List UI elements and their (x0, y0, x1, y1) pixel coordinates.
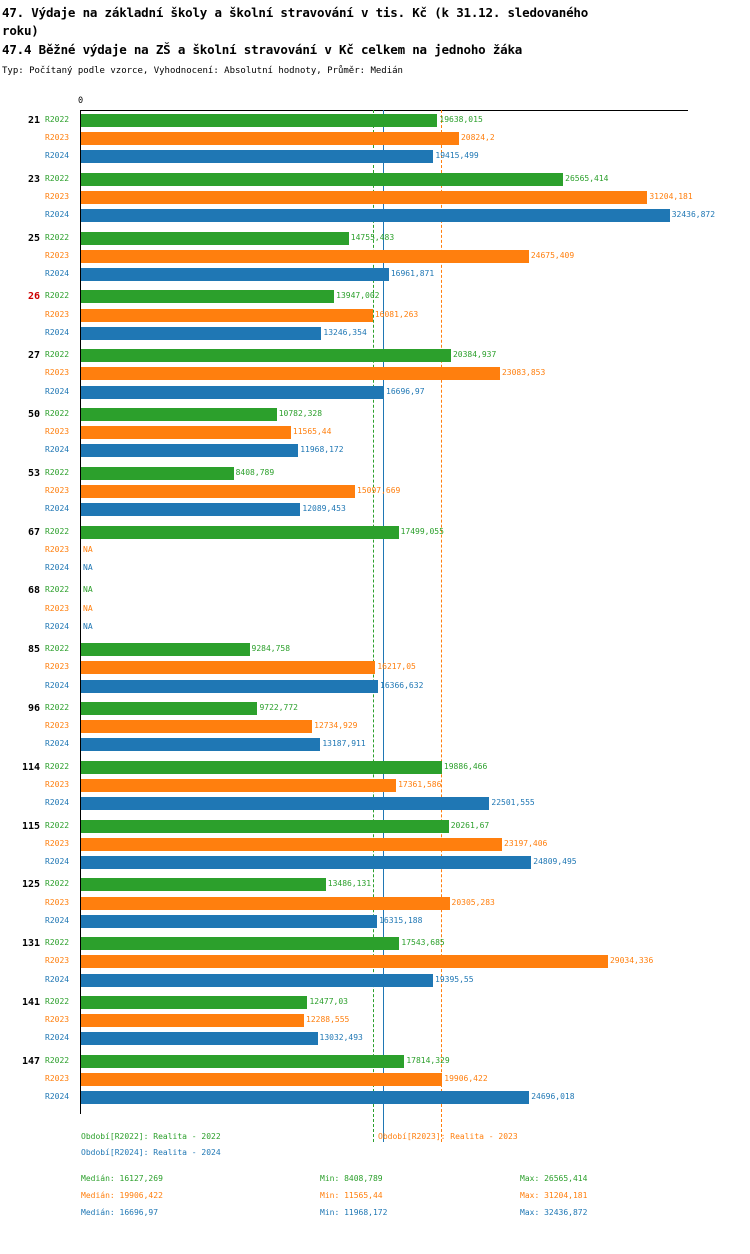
bar-value-label: 13486,131 (327, 879, 372, 889)
bar-value-label: 24809,495 (533, 857, 577, 866)
series-label: R2022 (45, 761, 70, 771)
bar[interactable] (81, 1014, 304, 1027)
category-label: 114 (21, 761, 40, 773)
series-label: R2024 (45, 445, 70, 455)
bar[interactable] (81, 232, 349, 245)
legend-item[interactable]: Období[R2024]: Realita - 2024 (81, 1147, 221, 1157)
series-label: R2024 (45, 504, 70, 514)
bar[interactable] (81, 1032, 318, 1045)
bar-value-label-na: NA (83, 563, 93, 572)
series-label: R2024 (45, 798, 70, 808)
stat-median: Medián: 16696,97 (81, 1207, 159, 1217)
category-label: 26 (27, 291, 40, 303)
bar-value-label: 13947,002 (336, 291, 380, 301)
bar-value-label: 20261,67 (450, 820, 490, 830)
series-label: R2023 (45, 427, 70, 437)
bar-value-label-na: NA (83, 603, 93, 613)
bar[interactable] (81, 408, 277, 421)
bar[interactable] (81, 290, 334, 303)
stat-min: Min: 11968,172 (320, 1207, 388, 1217)
legend-item[interactable]: Období[R2022]: Realita - 2022 (81, 1131, 221, 1141)
bar-value-label: 26565,414 (565, 173, 609, 183)
bar[interactable] (81, 1091, 529, 1104)
bar-value-label-na: NA (83, 544, 93, 554)
bar[interactable] (81, 1073, 442, 1086)
bar[interactable] (81, 680, 378, 693)
bar[interactable] (81, 250, 529, 263)
series-label: R2022 (45, 526, 70, 536)
bar-value-label: 12288,555 (306, 1015, 350, 1025)
series-label: R2024 (45, 680, 70, 690)
bar-value-label: 20384,937 (452, 350, 497, 360)
bar-value-label: 17361,586 (398, 780, 442, 789)
bar-value-label: 19886,466 (443, 761, 488, 771)
series-label: R2022 (45, 585, 70, 595)
category-label: 25 (27, 232, 40, 244)
series-label: R2024 (45, 327, 70, 337)
bar-value-label: 16217,05 (377, 662, 416, 672)
bar[interactable] (81, 661, 375, 674)
bar[interactable] (81, 974, 433, 987)
stat-median: Medián: 16127,269 (81, 1173, 163, 1183)
category-label: 67 (27, 526, 40, 538)
bar[interactable] (81, 467, 234, 480)
median-line-r2024 (383, 110, 384, 1142)
bar[interactable] (81, 444, 298, 457)
series-label: R2022 (45, 703, 70, 712)
median-line-r2023 (441, 110, 442, 1142)
series-label: R2023 (45, 1015, 70, 1025)
series-label: R2023 (45, 603, 70, 613)
bar-value-label-na: NA (83, 585, 93, 595)
bar-value-label: 20305,283 (451, 897, 495, 907)
series-label: R2022 (45, 644, 70, 654)
series-label: R2024 (45, 857, 70, 866)
bar[interactable] (81, 191, 647, 204)
bar-value-label: 32436,872 (671, 210, 716, 220)
bar-value-label: 16961,871 (390, 269, 435, 278)
bar[interactable] (81, 132, 459, 145)
series-label: R2022 (45, 232, 70, 242)
series-label: R2024 (45, 739, 70, 749)
category-label: 141 (21, 997, 40, 1008)
category-label: 96 (27, 703, 40, 714)
bar[interactable] (81, 915, 377, 928)
series-label: R2024 (45, 151, 70, 161)
bar[interactable] (81, 114, 437, 127)
bar-value-label: 13032,493 (319, 1033, 363, 1043)
series-label: R2022 (45, 467, 70, 477)
bar-value-label: 9722,772 (259, 703, 298, 712)
category-label: 147 (21, 1055, 40, 1067)
bar[interactable] (81, 702, 257, 715)
bar[interactable] (81, 209, 670, 222)
bar-value-label: 17499,055 (400, 526, 444, 536)
bar-value-label: 29034,336 (609, 956, 654, 966)
bar-value-label: 19395,55 (435, 974, 474, 984)
bar[interactable] (81, 738, 320, 751)
bar-value-label: 16696,97 (386, 386, 425, 396)
stat-median: Medián: 19906,422 (81, 1190, 163, 1200)
series-label: R2024 (45, 915, 70, 925)
bar-value-label: 11565,44 (292, 427, 332, 437)
bar-value-label: 31204,181 (649, 192, 693, 201)
bar[interactable] (81, 643, 250, 656)
bar[interactable] (81, 720, 312, 733)
bar[interactable] (81, 526, 399, 539)
series-label: R2022 (45, 1055, 70, 1065)
series-label: R2022 (45, 173, 70, 183)
chart-title: 47.4 Běžné výdaje na ZŠ a školní stravování v Kč celkem na jednoho žáka (2, 42, 523, 57)
bar[interactable] (81, 327, 321, 340)
series-label: R2023 (45, 486, 70, 495)
stat-max: Max: 32436,872 (520, 1207, 588, 1217)
stat-max: Max: 26565,414 (520, 1173, 588, 1183)
bar-value-label: 10782,328 (278, 409, 323, 418)
bar-value-label: 16081,263 (374, 309, 419, 319)
series-label: R2023 (45, 721, 70, 731)
category-label: 125 (21, 879, 40, 891)
series-label: R2024 (45, 269, 70, 278)
bar-value-label: 20824,2 (460, 133, 495, 143)
bar-value-label: 11968,172 (300, 445, 344, 455)
category-label: 53 (27, 467, 40, 479)
bar-value-label: 9284,758 (251, 644, 291, 654)
category-label: 68 (27, 585, 40, 597)
stat-max: Max: 31204,181 (520, 1190, 588, 1200)
median-line-r2022 (373, 110, 374, 1142)
stat-min: Min: 8408,789 (320, 1173, 383, 1183)
bar-value-label: 13187,911 (322, 739, 366, 749)
category-label: 85 (27, 644, 40, 656)
series-label: R2024 (45, 386, 70, 396)
bar-value-label: 14755,483 (350, 232, 395, 242)
bar[interactable] (81, 485, 355, 498)
bar-value-label: 12477,03 (309, 997, 348, 1006)
series-label: R2022 (45, 997, 70, 1006)
bar[interactable] (81, 426, 291, 439)
bar-value-label: 23197,406 (504, 838, 548, 848)
bar[interactable] (81, 150, 433, 163)
bar-value-label: 12089,453 (302, 504, 346, 514)
bar-value-label: 17814,329 (406, 1055, 450, 1065)
bar-value-label: 24696,018 (531, 1092, 575, 1102)
bar-value-label: 19415,499 (435, 151, 479, 161)
series-label: R2023 (45, 838, 70, 848)
series-label: R2023 (45, 662, 70, 672)
bar[interactable] (81, 1055, 404, 1068)
page-title-line1b: roku) (2, 23, 39, 38)
bar[interactable] (81, 955, 608, 968)
bar[interactable] (81, 820, 449, 833)
bar-value-label: 16315,188 (379, 915, 423, 925)
bar[interactable] (81, 503, 300, 516)
series-label: R2022 (45, 115, 70, 124)
series-label: R2023 (45, 780, 70, 789)
category-label: 27 (27, 350, 40, 362)
bar-value-label: 17543,685 (401, 938, 445, 948)
bar-value-label: 24675,409 (530, 250, 575, 260)
bar[interactable] (81, 349, 451, 362)
bar[interactable] (81, 173, 563, 186)
bar-value-label: 16366,632 (380, 680, 424, 690)
bar-value-label: 19638,015 (439, 115, 483, 124)
bar[interactable] (81, 996, 307, 1009)
series-label: R2023 (45, 1074, 70, 1083)
bar[interactable] (81, 797, 489, 810)
series-label: R2024 (45, 974, 70, 984)
series-label: R2023 (45, 250, 70, 260)
series-label: R2024 (45, 563, 70, 572)
bar[interactable] (81, 309, 373, 322)
category-label: 21 (27, 115, 40, 126)
bar-value-label: 19906,422 (444, 1074, 488, 1083)
category-label: 50 (27, 409, 40, 420)
series-label: R2023 (45, 133, 70, 143)
bar[interactable] (81, 838, 502, 851)
series-label: R2022 (45, 409, 70, 418)
series-label: R2023 (45, 192, 70, 201)
series-label: R2022 (45, 938, 70, 948)
category-label: 23 (27, 173, 40, 185)
bar-value-label: 22501,555 (491, 798, 535, 808)
series-label: R2022 (45, 820, 70, 830)
category-label: 131 (21, 938, 40, 950)
bar[interactable] (81, 937, 399, 950)
series-label: R2024 (45, 621, 70, 631)
bar-value-label: 13246,354 (323, 327, 367, 337)
x-axis-tick-0: 0 (78, 96, 84, 106)
bar[interactable] (81, 761, 442, 774)
series-label: R2022 (45, 291, 70, 301)
series-label: R2024 (45, 1033, 70, 1043)
series-label: R2024 (45, 1092, 70, 1102)
bar[interactable] (81, 779, 396, 792)
bar-value-label: 8408,789 (235, 467, 275, 477)
bar[interactable] (81, 268, 389, 281)
series-label: R2023 (45, 368, 70, 378)
bar-value-label: 15097,669 (357, 486, 401, 495)
legend-item[interactable]: Období[R2023]: Realita - 2023 (378, 1131, 518, 1141)
stat-min: Min: 11565,44 (320, 1190, 383, 1200)
series-label: R2022 (45, 350, 70, 360)
bar[interactable] (81, 367, 500, 380)
bar[interactable] (81, 386, 384, 399)
bar[interactable] (81, 878, 326, 891)
bar-value-label: 12734,929 (314, 721, 358, 731)
page-title-line1: 47. Výdaje na základní školy a školní stravování v tis. Kč (k 31.12. sledovaného (2, 5, 589, 20)
series-label: R2023 (45, 956, 70, 966)
bar-value-label: 23083,853 (501, 368, 546, 378)
series-label: R2024 (45, 210, 70, 220)
series-label: R2023 (45, 544, 70, 554)
bar[interactable] (81, 897, 450, 910)
category-label: 115 (21, 820, 40, 832)
chart-subtitle: Typ: Počítaný podle vzorce, Vyhodnocení: Absolutní hodnoty, Průměr: Medián (2, 66, 403, 76)
bar-value-label-na: NA (83, 621, 93, 631)
series-label: R2023 (45, 897, 70, 907)
series-label: R2022 (45, 879, 70, 889)
series-label: R2023 (45, 309, 70, 319)
bar[interactable] (81, 856, 531, 869)
